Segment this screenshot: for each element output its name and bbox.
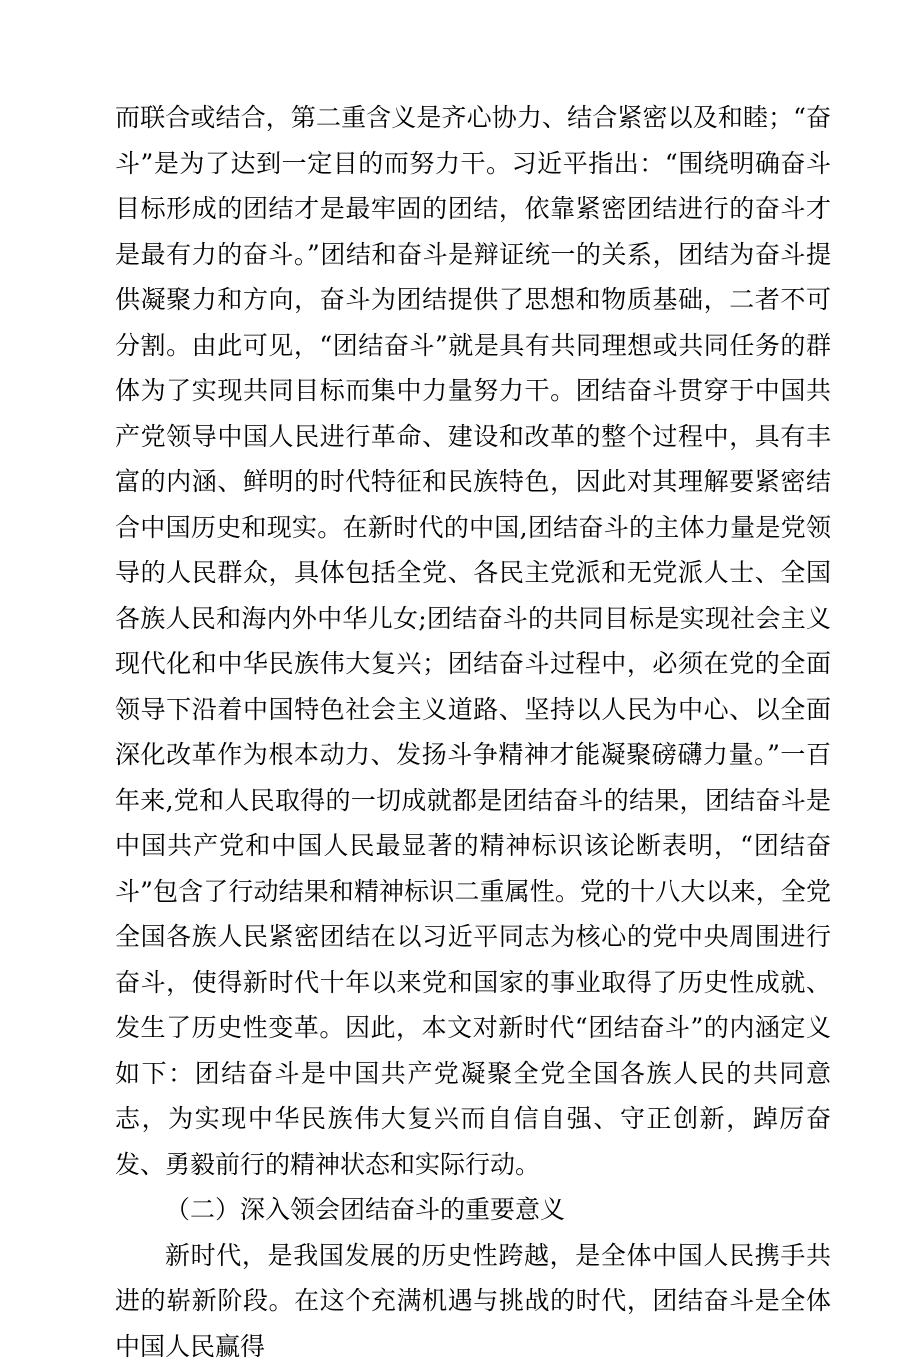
body-paragraph-continued: 而联合或结合，第二重含义是齐心协力、结合紧密以及和睦；“奋斗”是为了达到一定目的而努力干。习近平指出：“围绕明确奋斗目标形成的团结才是最牢固的团结，依靠紧密团结进行的奋斗才是最有力的奋斗。”团结和奋斗是辩证统一的关系，团结为奋斗提供凝聚力和方向，奋斗为团结提供了思想和物质基础，二者不可分割。由此可见，“团结奋斗”就是具有共同理想或共同任务的群体为了实现共同目标而集中力量努力干。团结奋斗贯穿于中国共产党领导中国人民进行革命、建设和改革的整个过程中，具有丰富的内涵、鲜明的时代特征和民族特色，因此对其理解要紧密结合中国历史和现实。在新时代的中国,团结奋斗的主体力量是党领导的人民群众，具体包括全党、各民主党派和无党派人士、全国各族人民和海内外中华儿女;团结奋斗的共同目标是实现社会主义现代化和中华民族伟大复兴；团结奋斗过程中，必须在党的全面领导下沿着中国特色社会主义道路、坚持以人民为中心、以全面深化改革作为根本动力、发扬斗争精神才能凝聚磅礴力量。”一百年来,党和人民取得的一切成就都是团结奋斗的结果，团结奋斗是中国共产党和中国人民最显著的精神标识该论断表明，“团结奋斗”包含了行动结果和精神标识二重属性。党的十八大以来，全党全国各族人民紧密团结在以习近平同志为核心的党中央周围进行奋斗，使得新时代十年以来党和国家的事业取得了历史性成就、发生了历史性变革。因此，本文对新时代“团结奋斗”的内涵定义如下：团结奋斗是中国共产党凝聚全党全国各族人民的共同意志，为实现中华民族伟大复兴而自信自强、守正创新，踔厉奋发、勇毅前行的精神状态和实际行动。 xyxy=(115,95,831,1187)
document-body xyxy=(115,95,831,1369)
body-paragraph: 新时代，是我国发展的历史性跨越，是全体中国人民携手共进的崭新阶段。在这个充满机遇与挑战的时代，团结奋斗是全体中国人民赢得 xyxy=(115,1233,831,1369)
section-heading: （二）深入领会团结奋斗的重要意义 xyxy=(115,1187,831,1233)
